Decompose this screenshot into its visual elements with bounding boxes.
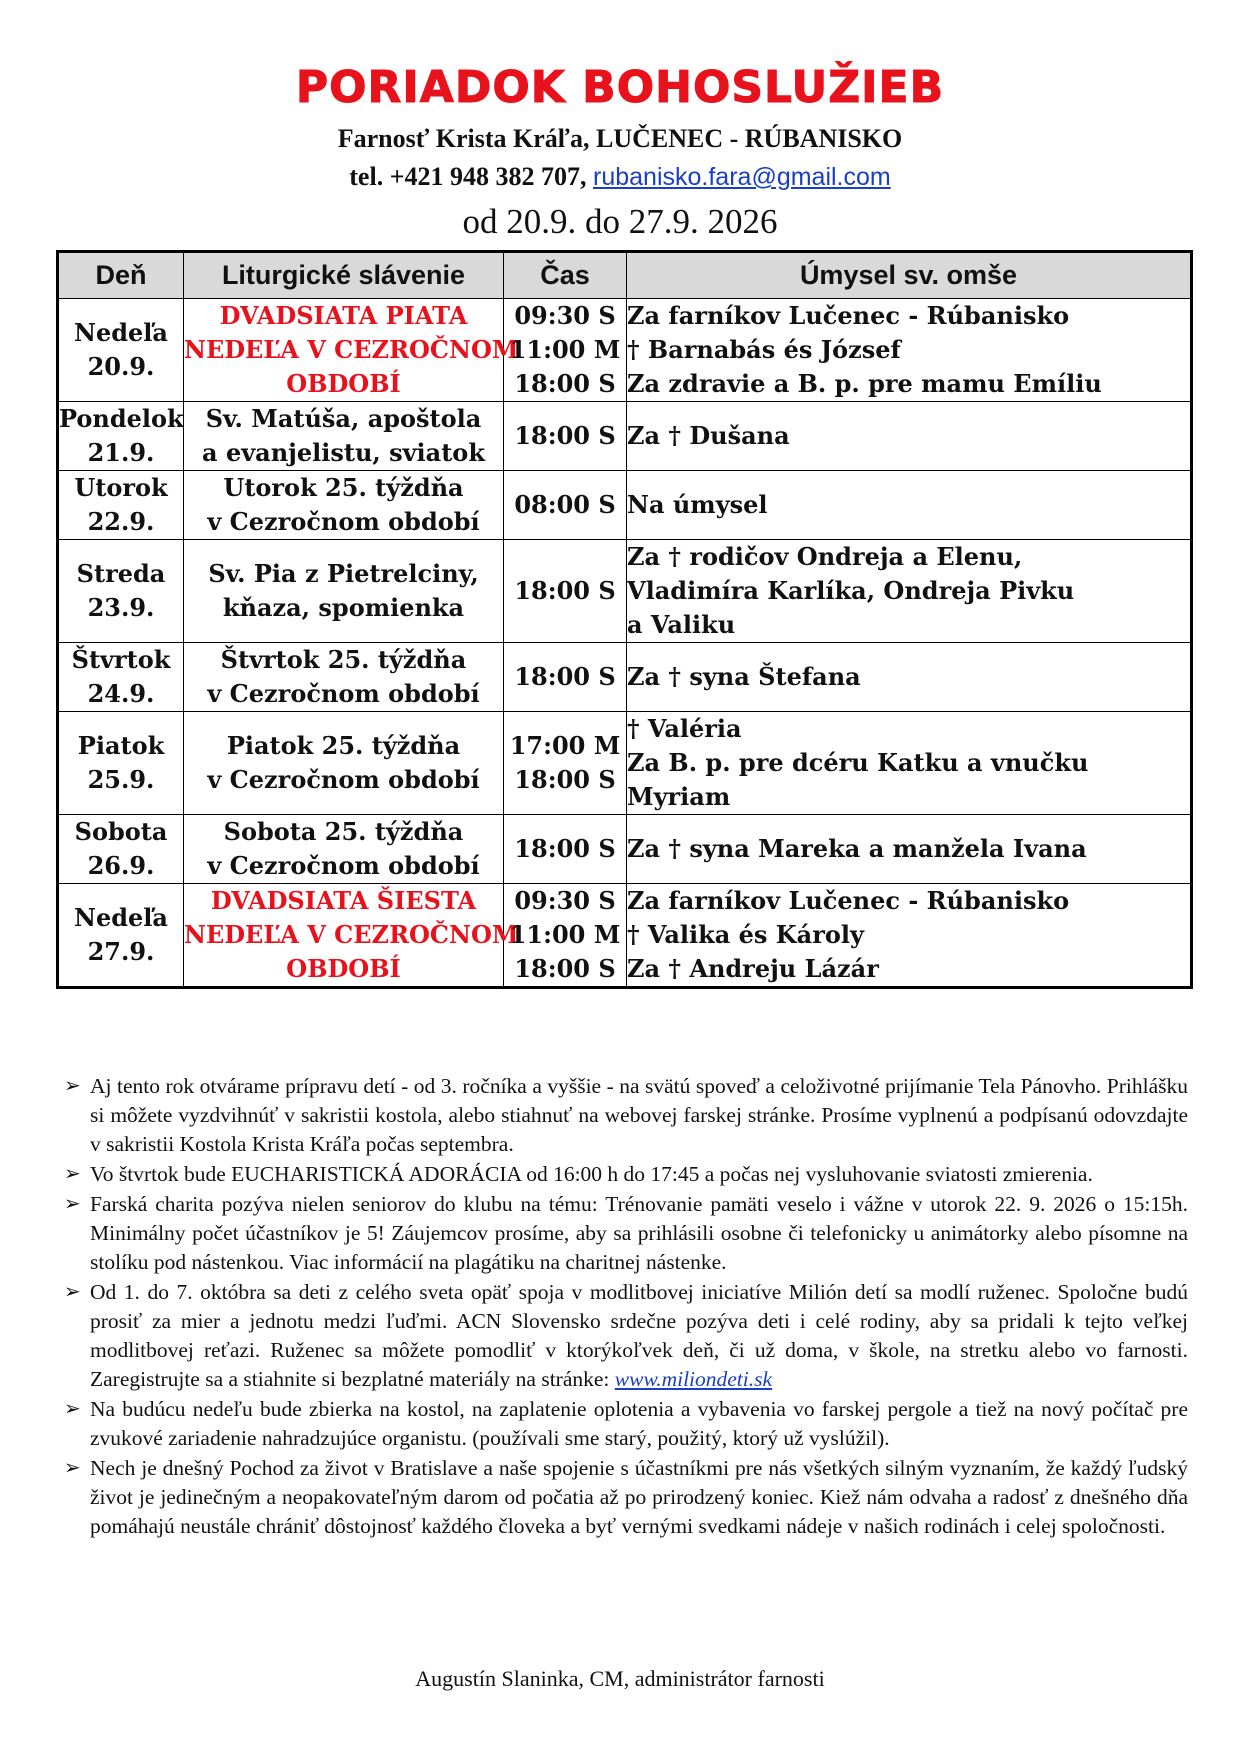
signature: Augustín Slaninka, CM, administrátor farnosti	[415, 1666, 825, 1691]
arrow-bullet-icon: ➢	[64, 1163, 81, 1185]
liturgy-line: Utorok 25. týždňa	[223, 473, 464, 502]
liturgy-line: NEDEĽA V CEZROČNOM	[184, 920, 519, 949]
liturgy-cell	[184, 884, 519, 988]
day-line: Utorok	[74, 473, 168, 502]
time-cell	[504, 299, 627, 402]
liturgy-line: Sobota 25. týždňa	[223, 817, 464, 846]
day-cell	[58, 540, 184, 643]
liturgy-cell	[184, 402, 504, 471]
intention-cell	[627, 712, 1192, 815]
day-line: Streda	[76, 559, 166, 588]
liturgy-line: v Cezročnom období	[207, 679, 480, 708]
time-cell	[504, 643, 627, 712]
liturgy-cell	[184, 712, 504, 815]
liturgy-line: v Cezročnom období	[207, 765, 480, 794]
miliondeti-link[interactable]: www.miliondeti.sk	[614, 1367, 773, 1391]
table-row	[58, 815, 1192, 884]
time-cell	[504, 540, 627, 643]
arrow-bullet-icon: ➢	[64, 1193, 81, 1215]
announcement-text: Nech je dnešný Pochod za život v Bratislave a naše spojenie s účastníkmi pre nás všetkých silným vyznaním, že každý ľudský život je jedinečným a neopakovateľným darom od počatia až po prirodzený koniec. Kiež nám odvaha a radosť z dnešného dňa pomáhajú neustále chrániť dôstojnosť každého človeka a byť vernými svedkami nádeje v našich rodinách i celej spoločnosti.	[90, 1456, 1188, 1538]
time-line: 09:30 S	[514, 301, 616, 330]
time-line: 08:00 S	[514, 490, 616, 519]
intention-cell	[627, 540, 1192, 643]
contact-line	[0, 162, 1240, 192]
table-row	[58, 540, 1192, 643]
table-row	[58, 471, 1192, 540]
announcement-text: Farská charita pozýva nielen seniorov do klubu na tému: Trénovanie pamäti veselo i vážne v utorok 22. 9. 2026 o 15:15h. Minimálny počet účastníkov je 5! Záujemcov prosíme, aby sa prihlásili osobne či telefonicky u animátorky alebo písomne na stolíku pod nástenkou. Viac informácií na plagátiku na charitnej nástenke.	[90, 1192, 1188, 1274]
intention-line: † Barnabás és József	[627, 335, 901, 364]
arrow-bullet-icon: ➢	[64, 1457, 81, 1479]
date-range: od 20.9. do 27.9. 2026	[462, 202, 778, 241]
time-line: 18:00 S	[514, 576, 616, 605]
time-line: 11:00 M	[509, 335, 621, 364]
announcement-text: Aj tento rok otvárame prípravu detí - od 3. ročníka a vyššie - na svätú spoveď a celoživotné prijímanie Tela Pánovho. Prihlášku si môžete vyzdvihnúť v sakristii kostola, alebo stiahnuť na webovej farskej stránke. Prosíme vyplnenú a podpísanú odovzdajte v sakristii Kostola Krista Kráľa počas septembra.	[90, 1074, 1188, 1156]
announcement-item	[64, 1190, 1188, 1277]
day-line: 26.9.	[87, 851, 155, 880]
day-line: Pondelok	[59, 404, 184, 433]
time-line: 18:00 S	[514, 765, 616, 794]
day-line: Nedeľa	[74, 903, 168, 932]
announcement-item	[64, 1278, 1188, 1394]
time-cell	[504, 712, 627, 815]
time-line: 18:00 S	[514, 662, 616, 691]
liturgy-line: NEDEĽA V CEZROČNOM	[184, 335, 519, 364]
arrow-bullet-icon: ➢	[64, 1281, 81, 1303]
day-line: Sobota	[74, 817, 168, 846]
table-row	[58, 299, 1192, 402]
time-cell	[504, 471, 627, 540]
day-line: 23.9.	[87, 593, 155, 622]
intention-cell	[627, 815, 1192, 884]
time-cell	[504, 815, 627, 884]
intention-cell	[627, 884, 1192, 988]
phone-number: tel. +421 948 382 707,	[349, 162, 587, 191]
intention-cell	[627, 299, 1192, 402]
day-cell	[58, 712, 184, 815]
liturgy-line: DVADSIATA ŠIESTA	[210, 886, 477, 915]
intention-line: † Valéria	[627, 714, 742, 743]
time-line: 09:30 S	[514, 886, 616, 915]
announcement-item	[64, 1160, 1188, 1189]
column-header-intention: Úmysel sv. omše	[627, 252, 1192, 299]
intention-line: Na úmysel	[627, 490, 768, 519]
column-header-time: Čas	[504, 252, 627, 299]
announcements-list	[64, 1072, 1188, 1542]
announcement-text: Vo štvrtok bude EUCHARISTICKÁ ADORÁCIA od 16:00 h do 17:45 a počas nej vysluhovanie sviatosti zmierenia.	[90, 1162, 1093, 1186]
time-line: 11:00 M	[509, 920, 621, 949]
table-row	[58, 884, 1192, 988]
day-cell	[58, 471, 184, 540]
intention-cell	[627, 471, 1192, 540]
arrow-bullet-icon: ➢	[64, 1398, 81, 1420]
time-line: 18:00 S	[514, 954, 616, 983]
time-line: 17:00 M	[509, 731, 621, 760]
intention-line: Vladimíra Karlíka, Ondreja Pivku	[627, 576, 1075, 605]
intention-line: Myriam	[627, 782, 731, 811]
day-cell	[58, 815, 184, 884]
liturgy-line: Štvrtok 25. týždňa	[220, 645, 467, 674]
table-row	[58, 402, 1192, 471]
day-cell	[58, 402, 184, 471]
liturgy-line: Sv. Matúša, apoštola	[205, 404, 482, 433]
liturgy-line: OBDOBÍ	[286, 954, 401, 983]
announcement-item	[64, 1072, 1188, 1159]
liturgy-line: a evanjelistu, sviatok	[202, 438, 485, 467]
liturgy-line: v Cezročnom období	[207, 851, 480, 880]
table-row	[58, 712, 1192, 815]
email-link[interactable]: rubanisko.fara@gmail.com	[593, 163, 891, 191]
page-title: PORIADOK BOHOSLUŽIEB	[295, 62, 945, 113]
column-header-day: Deň	[58, 252, 184, 299]
time-cell	[504, 402, 627, 471]
day-line: 21.9.	[87, 438, 155, 467]
day-line: 27.9.	[87, 937, 155, 966]
day-cell	[58, 884, 184, 988]
day-line: 22.9.	[87, 507, 155, 536]
intention-line: Za † rodičov Ondreja a Elenu,	[627, 542, 1023, 571]
announcement-text: Na budúcu nedeľu bude zbierka na kostol, na zaplatenie oplotenia a vybavenia vo farskej pergole a tiež na nový počítač pre zvukové zariadenie nahradzujúce organistu. (používali sme starý, použitý, ktorý už vyslúžil).	[90, 1397, 1188, 1450]
liturgy-cell	[184, 815, 504, 884]
intention-line: Za farníkov Lučenec - Rúbanisko	[627, 886, 1070, 915]
arrow-bullet-icon: ➢	[64, 1075, 81, 1097]
schedule-body	[58, 299, 1192, 988]
day-line: Piatok	[77, 731, 165, 760]
schedule-table	[56, 250, 1193, 989]
announcement-item	[64, 1454, 1188, 1541]
day-cell	[58, 643, 184, 712]
liturgy-line: OBDOBÍ	[286, 369, 401, 398]
intention-line: † Valika és Károly	[627, 920, 864, 949]
parish-name: Farnosť Krista Kráľa, LUČENEC - RÚBANISKO	[337, 124, 903, 153]
table-row	[58, 643, 1192, 712]
time-cell	[504, 884, 627, 988]
intention-cell	[627, 643, 1192, 712]
liturgy-line: Piatok 25. týždňa	[226, 731, 461, 760]
column-header-liturgy: Liturgické slávenie	[184, 252, 504, 299]
day-line: 24.9.	[87, 679, 155, 708]
liturgy-cell	[184, 643, 504, 712]
day-line: Štvrtok	[71, 645, 171, 674]
intention-line: Za B. p. pre dcéru Katku a vnučku	[627, 748, 1089, 777]
intention-line: Za farníkov Lučenec - Rúbanisko	[627, 301, 1070, 330]
liturgy-cell	[184, 471, 504, 540]
day-line: Nedeľa	[74, 318, 168, 347]
liturgy-cell	[184, 299, 519, 402]
liturgy-cell	[184, 540, 504, 643]
time-line: 18:00 S	[514, 834, 616, 863]
table-header-row	[58, 252, 1192, 299]
intention-line: a Valiku	[627, 610, 736, 639]
intention-line: Za zdravie a B. p. pre mamu Emíliu	[627, 369, 1102, 398]
liturgy-line: DVADSIATA PIATA	[219, 301, 468, 330]
intention-line: Za † syna Štefana	[627, 662, 861, 691]
announcement-item	[64, 1395, 1188, 1453]
time-line: 18:00 S	[514, 421, 616, 450]
intention-line: Za † Dušana	[627, 421, 790, 450]
day-cell	[58, 299, 184, 402]
day-line: 20.9.	[87, 352, 155, 381]
intention-line: Za † Andreju Lázár	[627, 954, 879, 983]
intention-line: Za † syna Mareka a manžela Ivana	[627, 834, 1087, 863]
liturgy-line: v Cezročnom období	[207, 507, 480, 536]
announcement-text: Od 1. do 7. októbra sa deti z celého sveta opäť spoja v modlitbovej iniciatíve Milión detí sa modlí ruženec. Spoločne budú prosiť za mier a jednotu medzi ľuďmi. ACN Slovensko srdečne pozýva deti i celé rodiny, aby sa pridali k tejto veľkej modlitbovej reťazi. Ruženec sa môžete pomodliť v ktorýkoľvek deň, či už doma, v škole, na stretku alebo vo farnosti. Zaregistrujte sa a stiahnite si bezplatné materiály na stránke:	[90, 1280, 1188, 1391]
day-line: 25.9.	[87, 765, 155, 794]
time-line: 18:00 S	[514, 369, 616, 398]
intention-cell	[627, 402, 1192, 471]
liturgy-line: kňaza, spomienka	[222, 593, 465, 622]
liturgy-line: Sv. Pia z Pietrelciny,	[208, 559, 479, 588]
